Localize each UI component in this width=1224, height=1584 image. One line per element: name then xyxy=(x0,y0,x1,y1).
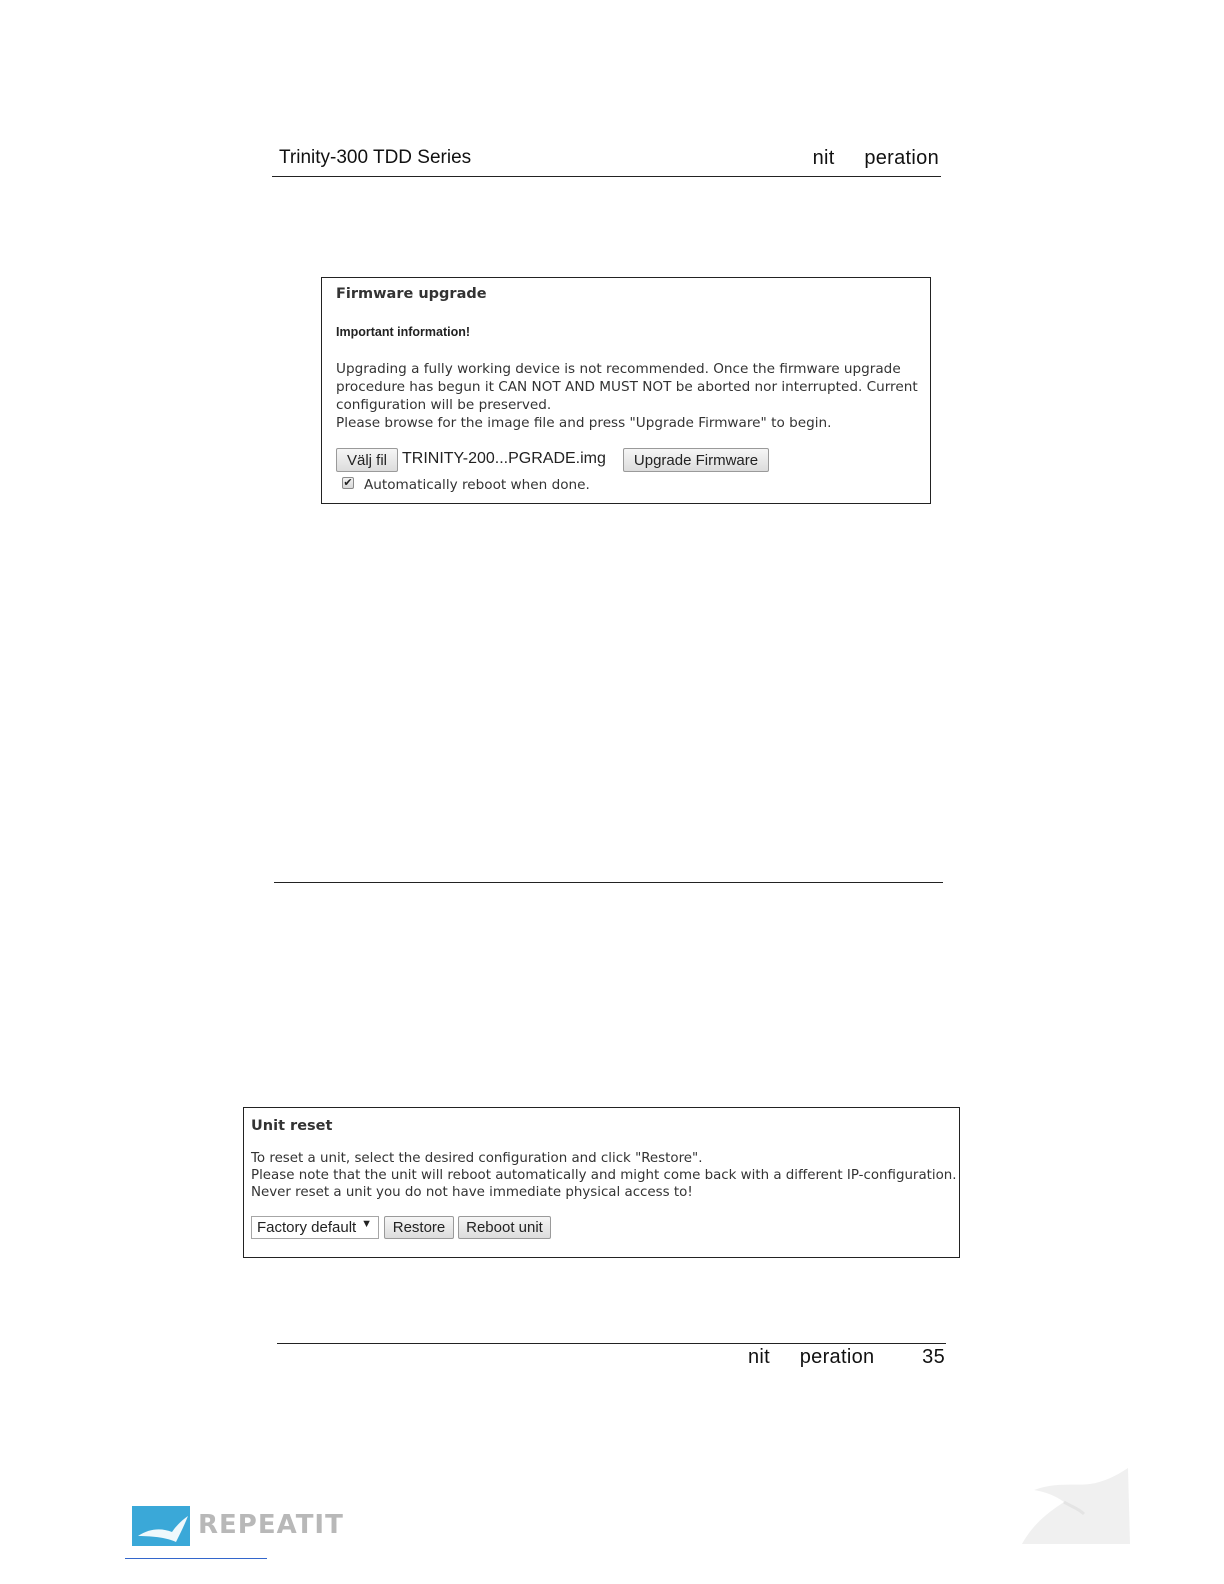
upgrade-firmware-button[interactable]: Upgrade Firmware xyxy=(623,448,769,472)
reboot-unit-button[interactable]: Reboot unit xyxy=(458,1216,551,1239)
firmware-panel-title: Firmware upgrade xyxy=(336,286,487,302)
auto-reboot-checkbox[interactable] xyxy=(342,477,354,489)
firmware-info-text xyxy=(336,360,918,432)
footer-section-part2: peration xyxy=(799,1346,875,1368)
config-select[interactable] xyxy=(251,1216,379,1239)
section-header xyxy=(813,147,939,170)
reset-info-text xyxy=(251,1150,957,1201)
bird-watermark-icon xyxy=(1020,1466,1132,1548)
footer-rule xyxy=(277,1343,946,1344)
reset-info-line: To reset a unit, select the desired configuration and click "Restore". xyxy=(251,1151,703,1166)
reset-info-line: Never reset a unit you do not have immediate physical access to! xyxy=(251,1185,693,1200)
config-select-value: Factory default xyxy=(257,1219,357,1236)
dropdown-arrow-icon: ▼ xyxy=(361,1218,372,1230)
header-rule xyxy=(272,176,941,177)
repeatit-logo-icon xyxy=(132,1506,190,1546)
auto-reboot-label: Automatically reboot when done. xyxy=(364,477,590,493)
reset-info-line: Please note that the unit will reboot automatically and might come back with a different IP-configuration. xyxy=(251,1168,957,1183)
section-header-part2: peration xyxy=(864,147,939,169)
bird-icon xyxy=(132,1506,190,1546)
firmware-upgrade-panel xyxy=(321,277,931,504)
reset-panel-title: Unit reset xyxy=(251,1118,333,1134)
selected-filename: TRINITY-200...PGRADE.img xyxy=(402,450,606,467)
unit-reset-panel xyxy=(243,1107,960,1258)
footer-section-part1: nit xyxy=(747,1346,771,1368)
firmware-info-line: Please browse for the image file and press "Upgrade Firmware" to begin. xyxy=(336,415,832,431)
firmware-info-line: Upgrading a fully working device is not recommended. Once the firmware upgrade xyxy=(336,361,901,377)
footer xyxy=(748,1346,945,1369)
restore-button[interactable]: Restore xyxy=(384,1216,454,1239)
repeatit-logo-text: REPEATIT xyxy=(198,1510,344,1540)
logo-underline xyxy=(125,1558,267,1559)
section-divider xyxy=(274,882,943,883)
choose-file-button[interactable]: Välj fil xyxy=(336,448,398,472)
firmware-info-line: procedure has begun it CAN NOT AND MUST NOT be aborted nor interrupted. Current xyxy=(336,379,918,395)
page-number: 35 xyxy=(922,1346,945,1368)
document-series-title: Trinity-300 TDD Series xyxy=(279,147,472,168)
firmware-info-line: configuration will be preserved. xyxy=(336,397,552,413)
checkmark-icon: ✔ xyxy=(343,476,353,489)
section-header-part1: nit xyxy=(812,147,835,169)
important-info-heading: Important information! xyxy=(336,325,471,339)
